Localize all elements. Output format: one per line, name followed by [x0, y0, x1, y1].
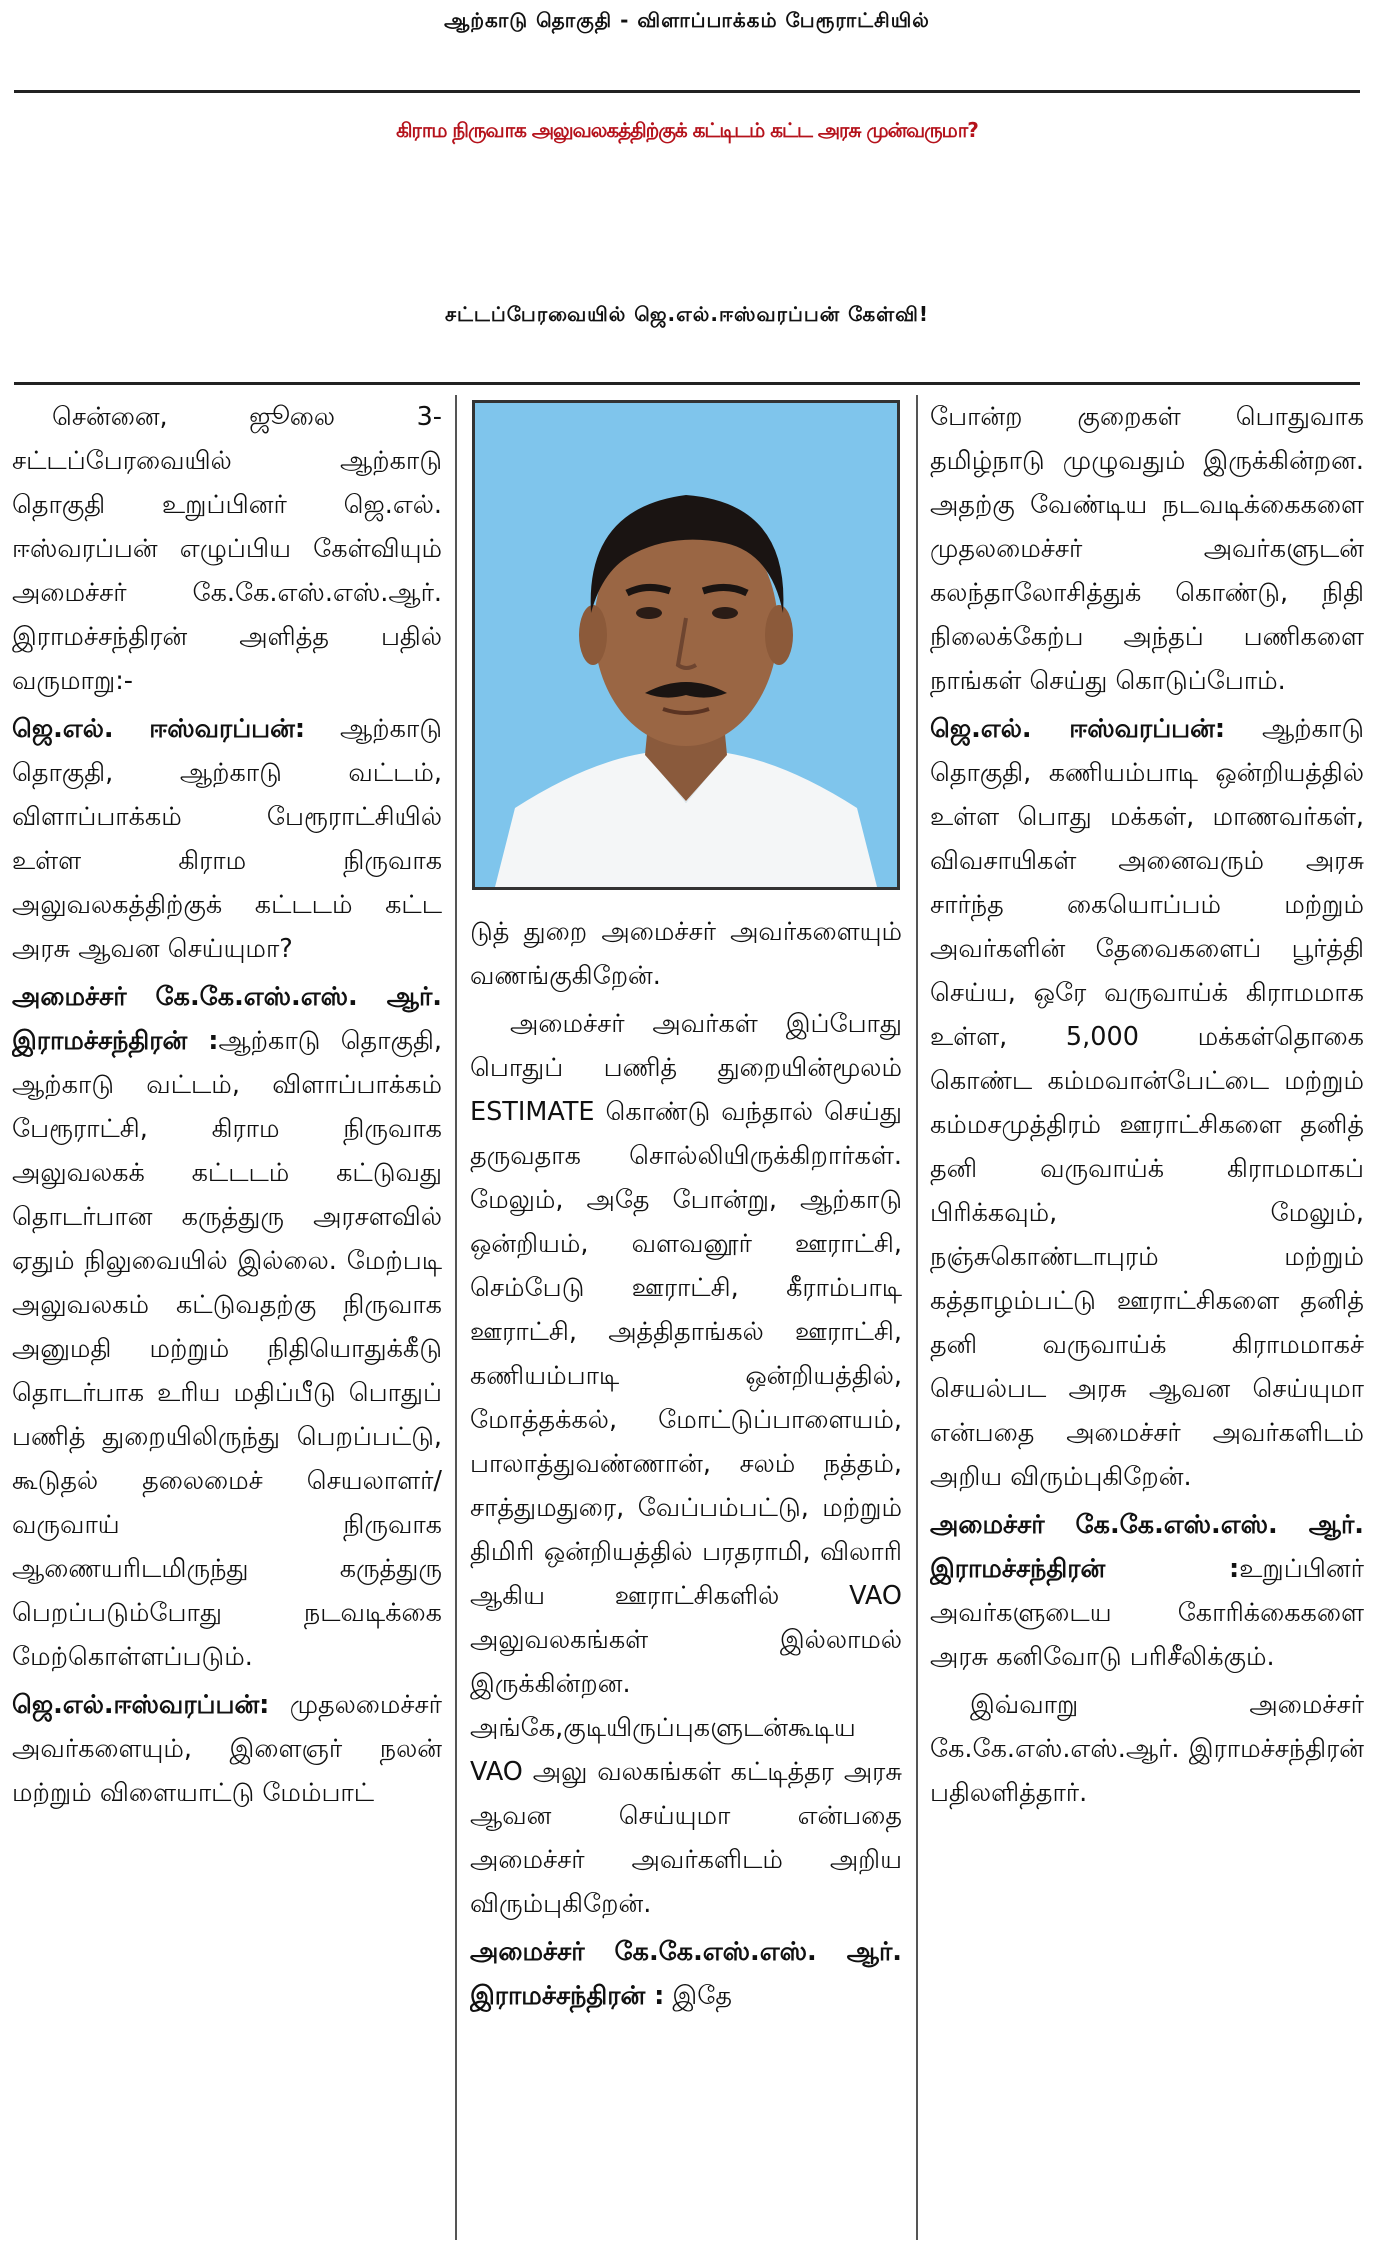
speaker-label: அமைச்சர் கே.கே.எஸ்.எஸ். ஆர். இராமச்சந்திரன் :	[12, 982, 442, 1056]
continued-paragraph: டுத் துறை அமைச்சர் அவர்களையும் வணங்குகிறேன்.	[470, 917, 902, 991]
column-divider	[916, 395, 918, 2240]
answer-paragraph: அமைச்சர் கே.கே.எஸ்.எஸ். ஆர். இராமச்சந்திரன் : இதே	[470, 1937, 902, 2011]
article-column-2	[470, 910, 902, 2240]
speaker-label: ஜெ.எல். ஈஸ்வரப்பன்:	[12, 714, 306, 744]
question-paragraph: ஜெ.எல். ஈஸ்வரப்பன்: ஆற்காடு தொகுதி, கணியம்பாடி ஒன்றியத்தில் உள்ள பொது மக்கள், மாணவர்கள், விவசாயிகள் அனைவரும் அரசு சார்ந்த கையொப்பம் மற்றும் அவர்களின் தேவைகளைப் பூர்த்தி செய்ய, ஒரே வருவாய்க் கிராமமாக உள்ள, 5,000 மக்கள்தொகை கொண்ட கம்மவான்பேட்டை மற்றும் கம்மசமுத்திரம் ஊராட்சிகளை தனித் தனி வருவாய்க் கிராமமாகப் பிரிக்கவும், மேலும், நஞ்சுகொண்டாபுரம் மற்றும் கத்தாழம்பட்டு ஊராட்சிகளை தனித் தனி வருவாய்க் கிராமமாகச் செயல்பட அரசு ஆவன செய்யுமா என்பதை அமைச்சர் அவர்களிடம் அறிய விரும்புகிறேன்.	[930, 714, 1364, 1492]
article-column-3	[930, 395, 1364, 2240]
speaker-label: ஜெ.எல்.ஈஸ்வரப்பன்:	[12, 1690, 270, 1720]
sub-headline: சட்டப்பேரவையில் ஜெ.எல்.ஈஸ்வரப்பன் கேள்வி!	[444, 302, 930, 326]
header-bottom-rule	[14, 382, 1360, 385]
top-rule	[14, 90, 1360, 93]
kicker-headline: ஆற்காடு தொகுதி - விளாப்பாக்கம் பேரூராட்சியில்	[444, 8, 930, 32]
question-paragraph: ஜெ.எல். ஈஸ்வரப்பன்: ஆற்காடு தொகுதி, ஆற்காடு வட்டம், விளாப்பாக்கம் பேரூராட்சியில் உள்ள கிராம நிருவாக அலுவலகத்திற்குக் கட்டடம் கட்ட அரசு ஆவன செய்யுமா?	[12, 714, 442, 964]
portrait-photo	[472, 400, 900, 890]
speaker-label: அமைச்சர் கே.கே.எஸ்.எஸ். ஆர். இராமச்சந்திரன் :	[930, 1510, 1364, 1584]
portrait-illustration	[475, 403, 897, 887]
main-headline: கிராம நிருவாக அலுவலகத்திற்குக் கட்டிடம் கட்ட அரசு முன்வருமா?	[396, 118, 978, 142]
answer-paragraph: அமைச்சர் கே.கே.எஸ்.எஸ். ஆர். இராமச்சந்திரன் :உறுப்பினர் அவர்களுடைய கோரிக்கைகளை அரசு கனிவோடு பரிசீலிக்கும்.	[930, 1510, 1364, 1672]
continued-paragraph: போன்ற குறைகள் பொதுவாக தமிழ்நாடு முழுவதும் இருக்கின்றன. அதற்கு வேண்டிய நடவடிக்கைகளை முதலமைச்சர் அவர்களுடன் கலந்தாலோசித்துக் கொண்டு, நிதி நிலைக்கேற்ப அந்தப் பணிகளை நாங்கள் செய்து கொடுப்போம்.	[930, 402, 1364, 696]
closing-paragraph: இவ்வாறு அமைச்சர் கே.கே.எஸ்.எஸ்.ஆர். இராமச்சந்திரன் பதிலளித்தார்.	[930, 1690, 1364, 1808]
question-paragraph: ஜெ.எல்.ஈஸ்வரப்பன்: முதலமைச்சர் அவர்களையும், இளைஞர் நலன் மற்றும் விளையாட்டு மேம்பாட்	[12, 1690, 442, 1808]
answer-paragraph: அமைச்சர் கே.கே.எஸ்.எஸ். ஆர். இராமச்சந்திரன் :ஆற்காடு தொகுதி, ஆற்காடு வட்டம், விளாப்பாக்கம் பேரூராட்சி, கிராம நிருவாக அலுவலகக் கட்டடம் கட்டுவது தொடர்பான கருத்துரு அரசளவில் ஏதும் நிலுவையில் இல்லை. மேற்படி அலுவலகம் கட்டுவதற்கு நிருவாக அனுமதி மற்றும் நிதியொதுக்கீடு தொடர்பாக உரிய மதிப்பீடு பொதுப் பணித் துறையிலிருந்து பெறப்பட்டு, கூடுதல் தலைமைச் செயலாளர்/வருவாய் நிருவாக ஆணையரிடமிருந்து கருத்துரு பெறப்படும்போது நடவடிக்கை மேற்கொள்ளப்படும்.	[12, 982, 442, 1672]
speaker-label: ஜெ.எல். ஈஸ்வரப்பன்:	[930, 714, 1226, 744]
column-divider	[455, 395, 457, 2240]
request-paragraph: அமைச்சர் அவர்கள் இப்போது பொதுப் பணித் துறையின்மூலம் ESTIMATE கொண்டு வந்தால் செய்து தருவதாக சொல்லியிருக்கிறார்கள். மேலும், அதே போன்று, ஆற்காடு ஒன்றியம், வளவனூர் ஊராட்சி, செம்பேடு ஊராட்சி, கீராம்பாடி ஊராட்சி, அத்திதாங்கல் ஊராட்சி, கணியம்பாடி ஒன்றியத்தில், மோத்தக்கல், மோட்டுப்பாளையம், பாலாத்துவண்ணான், சலம் நத்தம், சாத்துமதுரை, வேப்பம்பட்டு, மற்றும் திமிரி ஒன்றியத்தில் பரதராமி, விலாரி ஆகிய ஊராட்சிகளில் VAO அலுவலகங்கள் இல்லாமல் இருக்கின்றன. அங்கே,குடியிருப்புகளுடன்கூடிய VAO அலு வலகங்கள் கட்டித்தர அரசு ஆவன செய்யுமா என்பதை அமைச்சர் அவர்களிடம் அறிய விரும்புகிறேன்.	[470, 1009, 902, 1919]
article-column-1	[12, 395, 442, 2240]
intro-paragraph: சென்னை, ஜூலை 3- சட்டப்பேரவையில் ஆற்காடு தொகுதி உறுப்பினர் ஜெ.எல். ஈஸ்வரப்பன் எழுப்பிய கேள்வியும் அமைச்சர் கே.கே.எஸ்.எஸ்.ஆர். இராமச்சந்திரன் அளித்த பதில் வருமாறு:-	[12, 402, 442, 696]
speaker-label: அமைச்சர் கே.கே.எஸ்.எஸ். ஆர். இராமச்சந்திரன் :	[470, 1937, 902, 2011]
